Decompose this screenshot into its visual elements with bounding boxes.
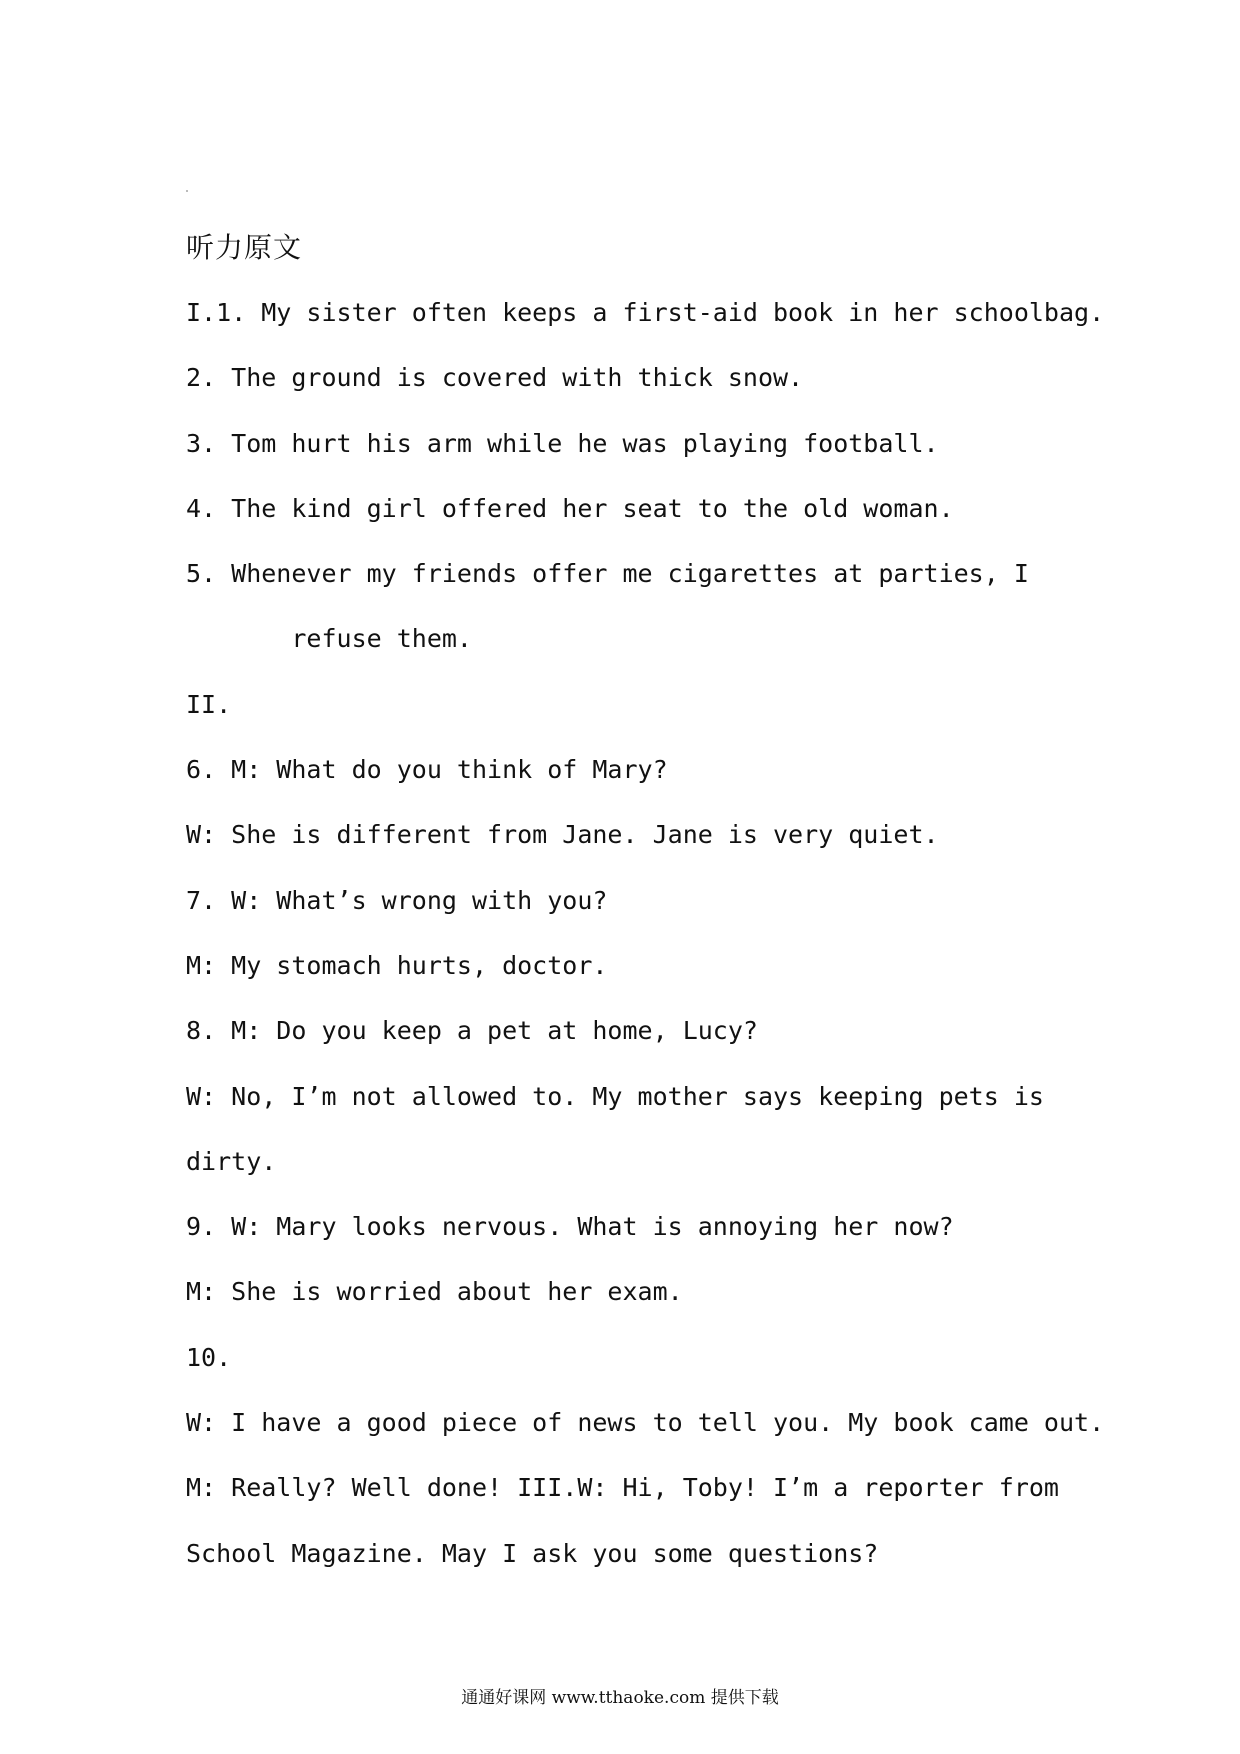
- transcript-line: M: She is worried about her exam.: [186, 1277, 683, 1307]
- transcript-line: 5. Whenever my friends offer me cigarettes at parties, I: [186, 559, 1029, 589]
- page-footer: 通通好课网 www.tthaoke.com 提供下载: [461, 1688, 779, 1708]
- transcript-line: W: No, I’m not allowed to. My mother says keeping pets is: [186, 1081, 1044, 1111]
- transcript-line: 4. The kind girl offered her seat to the old woman.: [186, 493, 954, 523]
- transcript-line: 3. Tom hurt his arm while he was playing football.: [186, 428, 939, 458]
- transcript-line: M: My stomach hurts, doctor.: [186, 950, 608, 980]
- stray-mark: [186, 190, 188, 192]
- transcript-line: I.1. My sister often keeps a first-aid book in her schoolbag.: [186, 298, 1105, 327]
- transcript-line: 6. M: What do you think of Mary?: [186, 755, 668, 785]
- transcript-line: W: She is different from Jane. Jane is very quiet.: [186, 820, 939, 850]
- transcript-line: 10.: [186, 1342, 232, 1372]
- transcript-line: 2. The ground is covered with thick snow.: [186, 363, 804, 393]
- transcript-lines: [186, 290, 1105, 1596]
- transcript-line: II.: [186, 689, 232, 719]
- transcript-line: School Magazine. May I ask you some questions?: [186, 1538, 879, 1568]
- transcript-line: W: I have a good piece of news to tell you. My book came out.: [186, 1408, 1105, 1438]
- transcript-line: M: Really? Well done! III.W: Hi, Toby! I’m a reporter from: [186, 1473, 1059, 1503]
- transcript-line: 9. W: Mary looks nervous. What is annoying her now?: [186, 1212, 954, 1242]
- transcript-line: refuse them.: [186, 624, 472, 654]
- page-heading: 听力原文: [186, 231, 303, 264]
- transcript-line: 7. W: What’s wrong with you?: [186, 885, 608, 915]
- transcript-line: 8. M: Do you keep a pet at home, Lucy?: [186, 1016, 758, 1046]
- transcript-line: dirty.: [186, 1146, 277, 1176]
